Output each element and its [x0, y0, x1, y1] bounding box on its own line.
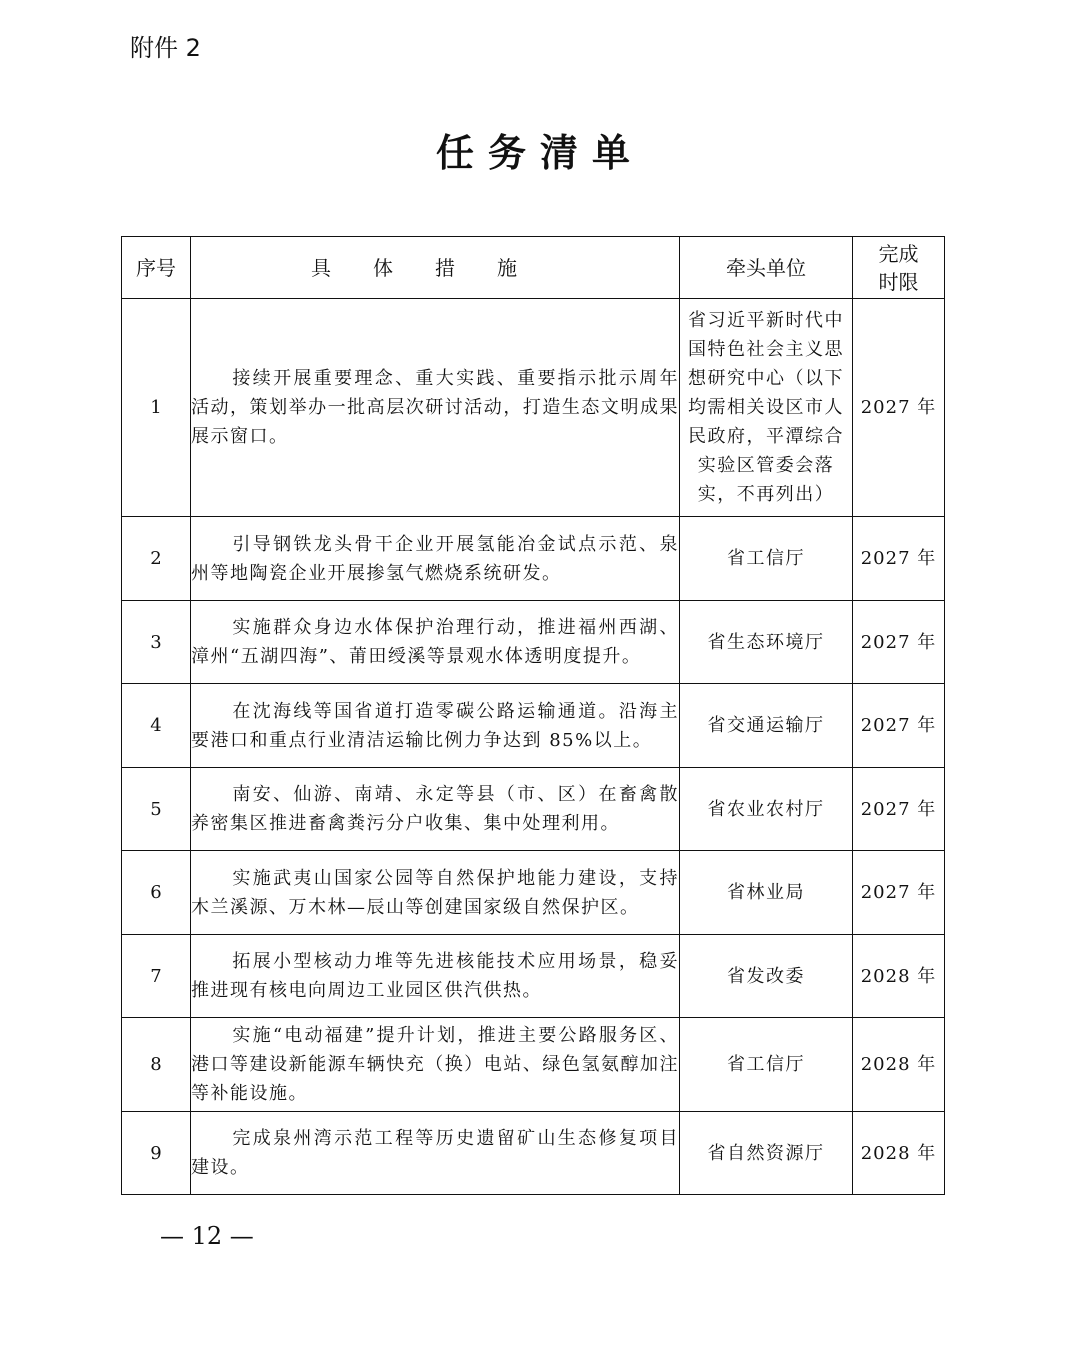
- page-number: — 12 —: [160, 1222, 254, 1250]
- row-unit: [680, 851, 853, 935]
- row-deadline: 2027 年: [853, 601, 945, 684]
- row-deadline: 2027 年: [853, 851, 945, 935]
- row-measure-text: 拓展小型核动力堆等先进核能技术应用场景，稳妥推进现有核电向周边工业园区供汽供热。: [191, 951, 679, 1001]
- row-measure: [191, 1018, 680, 1112]
- header-deadline-line1: 完成: [878, 241, 919, 266]
- row-seq: 7: [122, 935, 191, 1018]
- row-measure-text: 在沈海线等国省道打造零碳公路运输通道。沿海主要港口和重点行业清洁运输比例力争达到 85%以上。: [191, 700, 679, 751]
- row-unit: [680, 1018, 853, 1112]
- row-seq: 4: [122, 684, 191, 768]
- header-seq: 序号: [122, 237, 191, 299]
- header-unit: 牵头单位: [680, 237, 853, 299]
- row-unit-text: 省生态环境厅: [707, 631, 825, 653]
- row-seq: 9: [122, 1112, 191, 1195]
- row-unit-text: 省习近平新时代中国特色社会主义思想研究中心（以下均需相关设区市人民政府，平潭综合实验区管委会落实，不再列出）: [688, 310, 844, 505]
- row-unit-text: 省工信厅: [727, 548, 805, 569]
- row-unit-text: 省自然资源厅: [707, 1142, 825, 1164]
- header-measure: [191, 237, 680, 299]
- row-measure-text: 实施群众身边水体保护治理行动，推进福州西湖、漳州“五湖四海”、莆田绶溪等景观水体透明度提升。: [191, 617, 679, 667]
- row-measure: [191, 935, 680, 1018]
- row-seq: 5: [122, 768, 191, 851]
- row-unit: [680, 935, 853, 1018]
- task-table: [121, 236, 945, 1195]
- row-measure-text: 引导钢铁龙头骨干企业开展氢能冶金试点示范、泉州等地陶瓷企业开展掺氢气燃烧系统研发。: [191, 533, 679, 584]
- row-unit-text: 省农业农村厅: [707, 798, 825, 820]
- table-row: [122, 851, 945, 935]
- row-measure: [191, 768, 680, 851]
- attachment-label: 附件 2: [130, 34, 201, 62]
- row-deadline: 2028 年: [853, 935, 945, 1018]
- row-seq: 2: [122, 517, 191, 601]
- row-seq: 8: [122, 1018, 191, 1112]
- row-measure: [191, 684, 680, 768]
- row-seq: 3: [122, 601, 191, 684]
- table-row: [122, 601, 945, 684]
- row-unit: [680, 684, 853, 768]
- row-unit: [680, 517, 853, 601]
- row-unit: [680, 601, 853, 684]
- row-measure-text: 实施武夷山国家公园等自然保护地能力建设，支持木兰溪源、万木林—辰山等创建国家级自然保护区。: [191, 867, 679, 918]
- row-unit-text: 省工信厅: [727, 1054, 805, 1075]
- row-unit-text: 省交通运输厅: [707, 715, 825, 736]
- header-deadline: [853, 237, 945, 299]
- row-unit-text: 省发改委: [727, 965, 805, 987]
- row-measure-text: 完成泉州湾示范工程等历史遗留矿山生态修复项目建设。: [191, 1128, 679, 1178]
- document-title: 任务清单: [435, 130, 644, 175]
- row-measure: [191, 1112, 680, 1195]
- row-measure-text: 实施“电动福建”提升计划，推进主要公路服务区、港口等建设新能源车辆快充（换）电站、绿色氢氨醇加注等补能设施。: [191, 1025, 679, 1104]
- row-unit-text: 省林业局: [727, 882, 805, 903]
- table-row: [122, 768, 945, 851]
- row-measure: [191, 517, 680, 601]
- table-row: [122, 1112, 945, 1195]
- row-seq: 6: [122, 851, 191, 935]
- row-deadline: 2027 年: [853, 684, 945, 768]
- header-measure-label: 具体措施: [311, 255, 559, 280]
- table-row: [122, 517, 945, 601]
- row-measure: [191, 299, 680, 517]
- row-unit: [680, 299, 853, 517]
- header-deadline-line2: 时限: [878, 269, 919, 294]
- table-row: [122, 935, 945, 1018]
- row-measure: [191, 851, 680, 935]
- row-measure: [191, 601, 680, 684]
- row-deadline: 2027 年: [853, 299, 945, 517]
- row-deadline: 2027 年: [853, 768, 945, 851]
- row-deadline: 2027 年: [853, 517, 945, 601]
- row-unit: [680, 768, 853, 851]
- table-row: [122, 1018, 945, 1112]
- table-row: [122, 684, 945, 768]
- row-unit: [680, 1112, 853, 1195]
- row-measure-text: 南安、仙游、南靖、永定等县（市、区）在畜禽散养密集区推进畜禽粪污分户收集、集中处理利用。: [191, 784, 679, 834]
- table-row: [122, 299, 945, 517]
- table-header-row: [122, 237, 945, 299]
- row-seq: 1: [122, 299, 191, 517]
- row-deadline: 2028 年: [853, 1018, 945, 1112]
- row-deadline: 2028 年: [853, 1112, 945, 1195]
- row-measure-text: 接续开展重要理念、重大实践、重要指示批示周年活动，策划举办一批高层次研讨活动，打造生态文明成果展示窗口。: [191, 368, 679, 447]
